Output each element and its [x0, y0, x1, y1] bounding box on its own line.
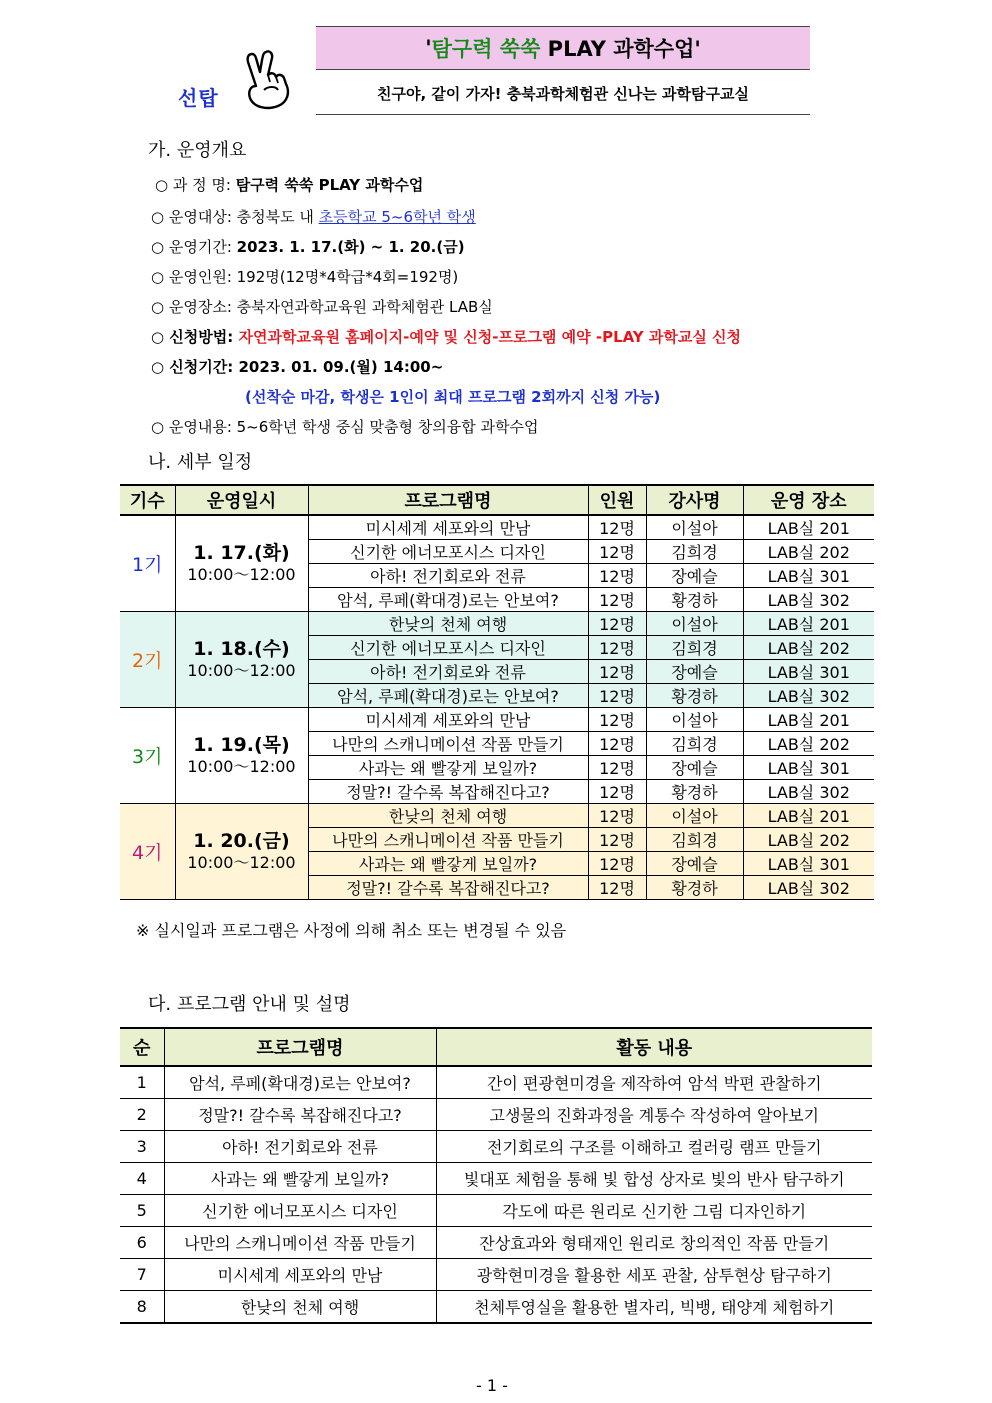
- place-cell: LAB실 201: [743, 612, 874, 636]
- instructor-cell: 김희경: [646, 540, 743, 564]
- number-cell: 4: [120, 1163, 164, 1195]
- schedule-header-row: [120, 485, 874, 515]
- place-cell: LAB실 201: [743, 708, 874, 732]
- overview-heading: 가. 운영개요: [148, 140, 247, 161]
- instructor-cell: 장예슬: [646, 852, 743, 876]
- program-title: [316, 26, 810, 70]
- gen-cell: 2기: [120, 612, 175, 708]
- place-cell: LAB실 302: [743, 588, 874, 612]
- gen-cell: 3기: [120, 708, 175, 804]
- programs-header-row: [120, 1028, 872, 1066]
- table-row: [120, 1131, 872, 1163]
- program-cell: 나만의 스캐니메이션 작품 만들기: [308, 828, 588, 852]
- schedule-note: ※ 실시일과 프로그램은 사정에 의해 취소 또는 변경될 수 있음: [136, 921, 567, 940]
- content-line: ○ 운영내용: 5~6학년 학생 중심 맞춤형 창의융합 과학수업: [151, 418, 539, 436]
- program-cell: 아하! 전기회로와 전류: [308, 564, 588, 588]
- programs-heading: 다. 프로그램 안내 및 설명: [148, 994, 351, 1015]
- table-row: [120, 1066, 872, 1099]
- badge-label: 선탑: [178, 86, 219, 110]
- program-cell: 한낮의 천체 여행: [308, 612, 588, 636]
- target-line: [151, 206, 476, 227]
- table-row: [120, 804, 874, 828]
- instructor-cell: 황경하: [646, 588, 743, 612]
- program-name-cell: 사과는 왜 빨갛게 보일까?: [164, 1163, 436, 1195]
- date-cell: [175, 515, 308, 612]
- instructor-cell: 황경하: [646, 780, 743, 804]
- program-subtitle: 친구야, 같이 가자! 충북과학체험관 신나는 과학탐구교실: [316, 72, 810, 115]
- apply-method-line: [151, 326, 741, 347]
- number-cell: 2: [120, 1099, 164, 1131]
- place-cell: LAB실 301: [743, 564, 874, 588]
- apply-period-line: ○ 신청기간: 2023. 01. 09.(월) 14:00~: [151, 358, 444, 376]
- place-line: ○ 운영장소: 충북자연과학교육원 과학체험관 LAB실: [151, 298, 493, 316]
- course-value: 탐구력 쑥쑥 PLAY 과학수업: [235, 176, 424, 194]
- period-value: 2023. 1. 17.(화) ~ 1. 20.(금): [236, 238, 465, 256]
- program-cell: 정말?! 갈수록 복잡해진다고?: [308, 780, 588, 804]
- table-row: [120, 1291, 872, 1324]
- number-cell: 6: [120, 1227, 164, 1259]
- count-cell: 12명: [588, 515, 646, 540]
- count-cell: 12명: [588, 756, 646, 780]
- place-cell: LAB실 201: [743, 515, 874, 540]
- program-cell: 신기한 에너모포시스 디자인: [308, 636, 588, 660]
- program-cell: 신기한 에너모포시스 디자인: [308, 540, 588, 564]
- activity-cell: 잔상효과와 형태재인 원리로 창의적인 작품 만들기: [436, 1227, 872, 1259]
- programs-table: [120, 1027, 872, 1324]
- title-highlight: 탐구력 쑥쑥: [431, 37, 541, 61]
- place-cell: LAB실 202: [743, 540, 874, 564]
- place-cell: LAB실 301: [743, 852, 874, 876]
- place-cell: LAB실 201: [743, 804, 874, 828]
- program-cell: 암석, 루페(확대경)로는 안보여?: [308, 588, 588, 612]
- program-cell: 사과는 왜 빨갛게 보일까?: [308, 756, 588, 780]
- program-cell: 암석, 루페(확대경)로는 안보여?: [308, 684, 588, 708]
- place-cell: LAB실 301: [743, 756, 874, 780]
- count-cell: 12명: [588, 828, 646, 852]
- page-number: - 1 -: [476, 1376, 508, 1395]
- target-value: 초등학교 5~6학년 학생: [318, 208, 476, 226]
- program-cell: 한낮의 천체 여행: [308, 804, 588, 828]
- place-cell: LAB실 202: [743, 636, 874, 660]
- table-row: [120, 1163, 872, 1195]
- count-cell: 12명: [588, 612, 646, 636]
- number-cell: 3: [120, 1131, 164, 1163]
- header-number: 순: [120, 1028, 164, 1066]
- count-cell: 12명: [588, 780, 646, 804]
- schedule-heading: 나. 세부 일정: [148, 452, 253, 473]
- header-place: 운영 장소: [743, 485, 874, 515]
- program-name-cell: 암석, 루페(확대경)로는 안보여?: [164, 1066, 436, 1099]
- program-cell: 아하! 전기회로와 전류: [308, 660, 588, 684]
- number-cell: 5: [120, 1195, 164, 1227]
- program-name-cell: 한낮의 천체 여행: [164, 1291, 436, 1324]
- activity-cell: 간이 편광현미경을 제작하여 암석 박편 관찰하기: [436, 1066, 872, 1099]
- count-cell: 12명: [588, 684, 646, 708]
- table-row: [120, 1227, 872, 1259]
- program-cell: 미시세계 세포와의 만남: [308, 708, 588, 732]
- header-gen: 기수: [120, 485, 175, 515]
- activity-cell: 고생물의 진화과정을 계통수 작성하여 알아보기: [436, 1099, 872, 1131]
- course-label: ○ 과 정 명:: [155, 176, 236, 194]
- program-name-cell: 신기한 에너모포시스 디자인: [164, 1195, 436, 1227]
- activity-cell: 빛대포 체험을 통해 빛 합성 상자로 빛의 반사 탐구하기: [436, 1163, 872, 1195]
- instructor-cell: 장예슬: [646, 756, 743, 780]
- place-cell: LAB실 202: [743, 732, 874, 756]
- count-cell: 12명: [588, 732, 646, 756]
- activity-cell: 천체투영실을 활용한 별자리, 빅뱅, 태양계 체험하기: [436, 1291, 872, 1324]
- title-prefix: ': [425, 36, 432, 60]
- v-sign-hand-icon: [238, 48, 298, 112]
- place-cell: LAB실 302: [743, 780, 874, 804]
- time-text: 10:00～12:00: [187, 757, 296, 777]
- instructor-cell: 김희경: [646, 732, 743, 756]
- header-instructor: 강사명: [646, 485, 743, 515]
- table-row: [120, 515, 874, 540]
- program-name-cell: 미시세계 세포와의 만남: [164, 1259, 436, 1291]
- place-cell: LAB실 302: [743, 876, 874, 900]
- date-text: 1. 18.(수): [193, 637, 290, 660]
- time-text: 10:00～12:00: [187, 565, 296, 585]
- date-cell: [175, 708, 308, 804]
- period-label: ○ 운영기간:: [151, 238, 237, 256]
- number-cell: 8: [120, 1291, 164, 1324]
- instructor-cell: 이설아: [646, 612, 743, 636]
- header-count: 인원: [588, 485, 646, 515]
- header-program-name: 프로그램명: [164, 1028, 436, 1066]
- program-name-cell: 나만의 스캐니메이션 작품 만들기: [164, 1227, 436, 1259]
- program-cell: 나만의 스캐니메이션 작품 만들기: [308, 732, 588, 756]
- count-cell: 12명: [588, 708, 646, 732]
- activity-cell: 전기회로의 구조를 이해하고 컬러링 램프 만들기: [436, 1131, 872, 1163]
- instructor-cell: 이설아: [646, 708, 743, 732]
- people-line: ○ 운영인원: 192명(12명*4학급*4회=192명): [151, 268, 459, 286]
- schedule-table: [120, 484, 874, 900]
- time-text: 10:00～12:00: [187, 661, 296, 681]
- instructor-cell: 장예슬: [646, 660, 743, 684]
- instructor-cell: 황경하: [646, 684, 743, 708]
- count-cell: 12명: [588, 852, 646, 876]
- apply-method-label: ○ 신청방법:: [151, 328, 239, 346]
- gen-cell: 1기: [120, 515, 175, 612]
- instructor-cell: 이설아: [646, 515, 743, 540]
- time-text: 10:00～12:00: [187, 853, 296, 873]
- program-cell: 정말?! 갈수록 복잡해진다고?: [308, 876, 588, 900]
- table-row: [120, 1195, 872, 1227]
- instructor-cell: 황경하: [646, 876, 743, 900]
- date-text: 1. 17.(화): [193, 541, 290, 564]
- instructor-cell: 이설아: [646, 804, 743, 828]
- target-label: ○ 운영대상: 충청북도 내: [151, 208, 319, 226]
- activity-cell: 각도에 따른 원리로 신기한 그림 디자인하기: [436, 1195, 872, 1227]
- table-row: [120, 1259, 872, 1291]
- table-row: [120, 612, 874, 636]
- count-cell: 12명: [588, 660, 646, 684]
- count-cell: 12명: [588, 636, 646, 660]
- header-program: 프로그램명: [308, 485, 588, 515]
- count-cell: 12명: [588, 588, 646, 612]
- table-row: [120, 1099, 872, 1131]
- count-cell: 12명: [588, 564, 646, 588]
- place-cell: LAB실 302: [743, 684, 874, 708]
- table-row: [120, 708, 874, 732]
- count-cell: 12명: [588, 804, 646, 828]
- program-name-cell: 정말?! 갈수록 복잡해진다고?: [164, 1099, 436, 1131]
- number-cell: 1: [120, 1066, 164, 1099]
- apply-method-value: 자연과학교육원 홈페이지-예약 및 신청-프로그램 예약 -PLAY 과학교실 신청: [238, 328, 742, 346]
- gen-cell: 4기: [120, 804, 175, 900]
- header-activity: 활동 내용: [436, 1028, 872, 1066]
- course-line: [155, 174, 423, 195]
- instructor-cell: 김희경: [646, 636, 743, 660]
- program-cell: 미시세계 세포와의 만남: [308, 515, 588, 540]
- program-name-cell: 아하! 전기회로와 전류: [164, 1131, 436, 1163]
- count-cell: 12명: [588, 876, 646, 900]
- header-date: 운영일시: [175, 485, 308, 515]
- count-cell: 12명: [588, 540, 646, 564]
- apply-note-line: (선착순 마감, 학생은 1인이 최대 프로그램 2회까지 신청 가능): [245, 388, 661, 406]
- place-cell: LAB실 301: [743, 660, 874, 684]
- instructor-cell: 장예슬: [646, 564, 743, 588]
- instructor-cell: 김희경: [646, 828, 743, 852]
- date-text: 1. 20.(금): [193, 829, 290, 852]
- program-cell: 사과는 왜 빨갛게 보일까?: [308, 852, 588, 876]
- place-cell: LAB실 202: [743, 828, 874, 852]
- date-text: 1. 19.(목): [193, 733, 290, 756]
- date-cell: [175, 804, 308, 900]
- date-cell: [175, 612, 308, 708]
- title-rest: PLAY 과학수업': [540, 37, 701, 61]
- period-line: [151, 236, 465, 257]
- activity-cell: 광학현미경을 활용한 세포 관찰, 삼투현상 탐구하기: [436, 1259, 872, 1291]
- number-cell: 7: [120, 1259, 164, 1291]
